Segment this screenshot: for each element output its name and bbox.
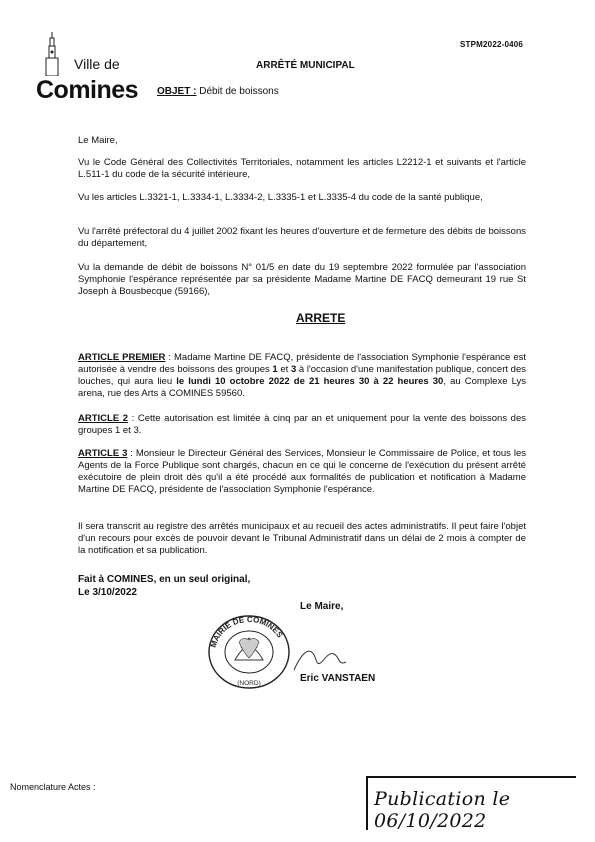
belfry-icon [42, 32, 62, 76]
vu-paragraph-3: Vu l'arrêté préfectoral du 4 juillet 2002 fixant les heures d'ouverture et de fermeture des débits de boissons du département, [78, 226, 526, 249]
document-title: ARRÊTÉ MUNICIPAL [256, 60, 355, 71]
signature-date: Le 3/10/2022 [78, 587, 137, 598]
article-premier-group-3: 3 [290, 364, 297, 375]
article-premier-date: le lundi 10 octobre 2022 de 21 heures 30 à 22 heures 30 [176, 376, 444, 387]
logo-comines: Comines [36, 76, 139, 104]
article-2 [78, 413, 526, 437]
article-premier-text-3: à l'occasion d'une manifestation publique, concert des louches, qui aura lieu [78, 364, 526, 387]
vu-paragraph-4: Vu la demande de débit de boissons N° 01/5 en date du 19 septembre 2022 formulée par l'association Symphonie l'espérance représentée par sa présidente Madame Martine DE FACQ demeurant 19 rue St Joseph à Bousbecque (59166), [78, 262, 526, 297]
article-premier-label: ARTICLE PREMIER [78, 352, 166, 363]
article-premier-text-1: : Madame Martine DE FACQ, présidente de l'association Symphonie l'espérance est autorisée à vendre des boissons des groupes [78, 352, 526, 375]
arrete-heading: ARRETE [296, 311, 346, 325]
article-3-label: ARTICLE 3 [78, 448, 128, 459]
seal-text-bottom: (NORD) [237, 680, 261, 687]
article-2-label: ARTICLE 2 [78, 413, 129, 424]
article-premier [78, 352, 526, 400]
objet-line [157, 86, 279, 97]
fait-a-comines: Fait à COMINES, en un seul original, [78, 574, 251, 585]
seal-text-top: MAIRIE DE COMINES [208, 614, 285, 649]
vu-paragraph-1: Vu le Code Général des Collectivités Territoriales, notamment les articles L2212-1 et suivants et l'article L.511-1 du code de la sécurité intérieure, [78, 157, 526, 180]
objet-label: OBJET : [157, 86, 197, 97]
article-premier-group-1: 1 [272, 364, 278, 375]
le-maire-intro: Le Maire, [78, 135, 118, 146]
article-3 [78, 448, 526, 496]
article-premier-text-2: et [277, 364, 291, 375]
city-logo [36, 30, 146, 102]
article-3-text: : Monsieur le Directeur Général des Services, Monsieur le Commissaire de Police, et tous les Agents de la Force Publique sont chargés, chacun en ce qui le concerne de l'exécution du présent arrêté exécutoire de plein droit dès qu'il a été procédé aux formalités de publication et notification à Madame Martine DE FACQ, présidente de l'association Symphonie l'espérance. [78, 448, 526, 495]
mayor-name: Eric VANSTAEN [300, 673, 376, 684]
article-premier-text-4: , au Complexe Lys arena, rue des Arts à COMINES 59560. [78, 376, 527, 399]
mairie-seal-stamp [205, 612, 293, 692]
objet-value: Débit de boissons [199, 86, 279, 97]
vu-paragraph-2: Vu les articles L.3321-1, L.3334-1, L.3334-2, L.3335-1 et L.3335-4 du code de la santé publique, [78, 192, 483, 203]
nomenclature-actes: Nomenclature Actes : [10, 782, 96, 792]
publication-handwritten-date: Publication le 06/10/2022 [374, 788, 511, 832]
logo-ville-de: Ville de [74, 56, 120, 72]
le-maire-signature-label: Le Maire, [300, 601, 344, 612]
document-reference: STPM2022-0406 [460, 40, 524, 49]
article-2-text: : Cette autorisation est limitée à cinq par an et uniquement pour la vente des boissons des groupes 1 et 3. [78, 413, 527, 436]
recours-paragraph: Il sera transcrit au registre des arrêtés municipaux et au recueil des actes administratifs. Il peut faire l'objet d'un recours pour excès de pouvoir devant le Tribunal Administratif dans un délai de 2 mois à compter de la notification et sa publication. [78, 521, 526, 556]
